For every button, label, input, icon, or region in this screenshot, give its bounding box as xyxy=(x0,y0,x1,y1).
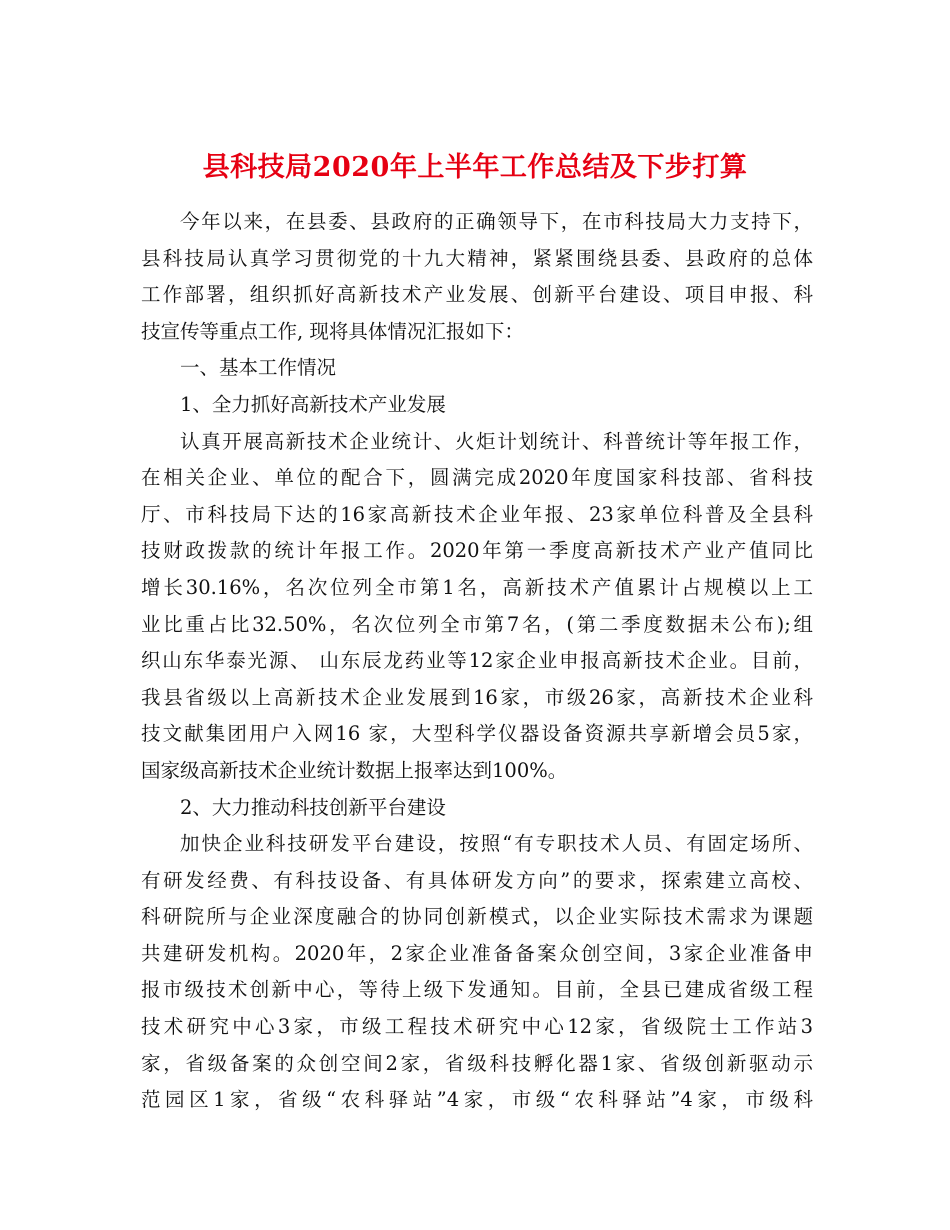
intro-paragraph xyxy=(141,204,813,350)
text-line: 技财政拨款的统计年报工作。2020年第一季度高新技术产业产值同比 xyxy=(141,539,813,563)
text-line: 范园区1家，省级“农科驿站”4家，市级“农科驿站”4家，市级科 xyxy=(141,1088,813,1112)
subsection-1-paragraph xyxy=(141,424,813,790)
section-heading xyxy=(141,350,813,387)
subsection-2-paragraph xyxy=(141,826,813,1119)
section-heading-text: 一、基本工作情况 xyxy=(180,356,337,380)
text-line: 家，省级备案的众创空间2家，省级科技孵化器1家、省级创新驱动示 xyxy=(141,1051,813,1075)
subsection-heading xyxy=(141,387,813,424)
text-line: 技宣传等重点工作, 现将具体情况汇报如下： xyxy=(141,319,524,343)
subsection-heading-text: 2、大力推动科技创新平台建设 xyxy=(180,795,446,819)
text-line: 认真开展高新技术企业统计、火炬计划统计、科普统计等年报工作， xyxy=(180,429,813,453)
text-line: 工作部署，组织抓好高新技术产业发展、创新平台建设、项目申报、科 xyxy=(141,283,813,307)
text-line: 今年以来，在县委、县政府的正确领导下，在市科技局大力支持下， xyxy=(180,210,813,233)
text-line: 科研院所与企业深度融合的协同创新模式，以企业实际技术需求为课题 xyxy=(141,905,813,929)
text-line: 在相关企业、单位的配合下，圆满完成2020年度国家科技部、省科技 xyxy=(141,466,813,490)
text-line: 织山东华泰光源、 山东辰龙药业等12家企业申报高新技术企业。目前， xyxy=(141,649,813,673)
text-line: 有研发经费、有科技设备、有具体研发方向”的要求，探索建立高校、 xyxy=(141,868,813,892)
text-line: 加快企业科技研发平台建设，按照“有专职技术人员、有固定场所、 xyxy=(180,832,813,856)
text-line: 增长30.16%，名次位列全市第1名，高新技术产值累计占规模以上工 xyxy=(141,575,813,599)
document-title: 县科技局2020年上半年工作总结及下步打算 xyxy=(202,152,748,184)
text-line: 共建研发机构。2020年，2家企业准备备案众创空间，3家企业准备申 xyxy=(141,941,813,965)
document-body xyxy=(141,204,813,1119)
text-line: 国家级高新技术企业统计数据上报率达到100%。 xyxy=(141,758,568,782)
text-line: 技术研究中心3家，市级工程技术研究中心12家，省级院士工作站3 xyxy=(141,1015,813,1039)
text-line: 厅、市科技局下达的16家高新技术企业年报、23家单位科普及全县科 xyxy=(141,502,813,526)
subsection-heading xyxy=(141,790,813,827)
text-line: 报市级技术创新中心，等待上级下发通知。目前，全县已建成省级工程 xyxy=(141,978,813,1002)
text-line: 业比重占比32.50%，名次位列全市第7名，(第二季度数据未公布);组 xyxy=(141,612,813,636)
text-line: 技文献集团用户入网16 家，大型科学仪器设备资源共享新增会员5家， xyxy=(141,722,813,746)
text-line: 县科技局认真学习贯彻党的十九大精神，紧紧围绕县委、县政府的总体 xyxy=(141,246,813,270)
subsection-heading-text: 1、全力抓好高新技术产业发展 xyxy=(180,392,446,416)
text-line: 我县省级以上高新技术企业发展到16家，市级26家，高新技术企业科 xyxy=(141,685,813,709)
